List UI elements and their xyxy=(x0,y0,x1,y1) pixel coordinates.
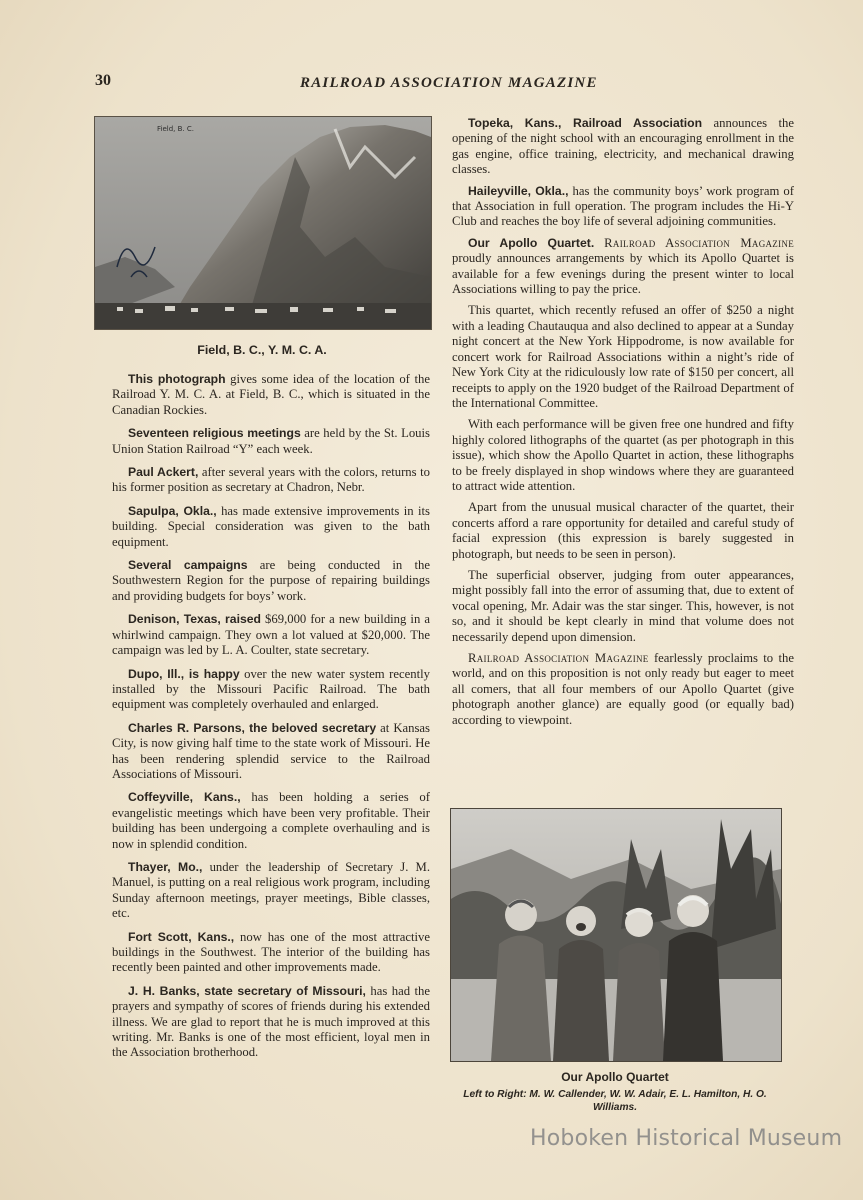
item-text: $69,000 for a new building in a whirlwind campaign. They own a lot valued at $20,000. The campaign was led by L. A. Coulter, state secretary. xyxy=(112,612,430,658)
item-fort-scott xyxy=(112,930,430,976)
item-text: has had the prayers and sympathy of scores of friends during his extended illness. We are glad to report that he is much improved at this writing. Mr. Banks is one of the most efficient, loyal men in the Association brotherhood. xyxy=(112,983,430,1060)
item-haileyville xyxy=(452,184,794,230)
paragraph-facial-expression: Apart from the unusual musical character of the quartet, their concerts afford a rare opportunity for detailed and careful study of facial expression (this expression is barely suggested in photograph, but needs to be seen in person). xyxy=(452,500,794,561)
item-text: over the new water system recently installed by the Missouri Pacific Railroad. The bath equipment was completely overhauled and enlarged. xyxy=(112,666,430,712)
field-bc-photo-image xyxy=(95,117,431,329)
field-bc-photo xyxy=(94,116,432,330)
item-lead: Paul Ackert, xyxy=(128,465,199,480)
item-text: fearlessly proclaims to the world, and on this proposition is not only ready but eager to meet all comers, that all four members of our Apollo Quartet (give photograph another glance) are equally good (or equally bad) according to viewpoint. xyxy=(452,651,794,727)
item-apollo-quartet xyxy=(452,236,794,298)
running-title: RAILROAD ASSOCIATION MAGAZINE xyxy=(300,75,598,91)
item-text: are held by the St. Louis Union Station Railroad “Y” each week. xyxy=(112,426,430,456)
item-text: announces the opening of the night school with an encouraging enrollment in the gas engine, office training, electricity, and mechanical drawing classes. xyxy=(452,116,794,177)
item-text: gives some idea of the location of the Railroad Y. M. C. A. at Field, B. C., which is situated in the Canadian Rockies. xyxy=(112,372,430,417)
item-lead: Denison, Texas, raised xyxy=(128,612,261,627)
item-text: at Kansas City, is now giving half time to the state work of Missouri. He has been rendering splendid service to the Railroad Associations of Missouri. xyxy=(112,720,430,781)
item-text: has made extensive improvements in its building. Special consideration was given to the bath equipment. xyxy=(112,503,430,549)
item-sapulpa xyxy=(112,504,430,550)
item-denison xyxy=(112,612,430,658)
paragraph-quartet-offer: This quartet, which recently refused an offer of $250 a night with a leading Chautauqua and also declined to appear at a Sunday night concert at the New York Hippodrome, is now available for concert work for Railroad Associations within a night’s ride of New York City at the ridiculously low rate of $150 per concert, all receipts to apply on the 1920 budget of the Railroad Department of the International Committee. xyxy=(452,303,794,410)
right-column xyxy=(452,116,794,734)
left-column xyxy=(112,372,430,1069)
apollo-quartet-photo xyxy=(450,808,782,1062)
item-lead: Thayer, Mo., xyxy=(128,859,203,874)
item-lead: Topeka, Kans., Railroad Association xyxy=(468,116,703,130)
item-lead: J. H. Banks, state secretary of Missouri, xyxy=(128,983,366,998)
item-lead: Haileyville, Okla., xyxy=(468,183,569,198)
apollo-quartet-caption: Our Apollo Quartet xyxy=(561,1070,669,1084)
item-lead: Dupo, Ill., is happy xyxy=(128,666,240,681)
item-lead: Several campaigns xyxy=(128,558,248,573)
item-text: after several years with the colors, returns to his former position as secretary at Chadron, Nebr. xyxy=(112,465,430,495)
item-religious-meetings xyxy=(112,426,430,457)
paragraph-superficial-observer: The superficial observer, judging from outer appearances, might possibly fall into the error of assuming that, due to extent of vocal opening, Mr. Adair was the star singer. This, however, is not so, and it should be kept clearly in mind that volume does not necessarily depend upon dimension. xyxy=(452,567,794,644)
magazine-name: Railroad Association Magazine xyxy=(604,235,794,250)
magazine-name: Railroad Association Magazine xyxy=(468,651,649,665)
item-lead: Charles R. Parsons, the beloved secretary xyxy=(128,720,377,735)
item-dupo xyxy=(112,667,430,713)
item-lead: Seventeen religious meetings xyxy=(128,426,301,441)
paragraph-lithographs: With each performance will be given free one hundred and fifty highly colored lithographs of the quartet (as per photograph in this issue), which show the Apollo Quartet in action, these lithographs to be freely displayed in shop windows where they are guaranteed to attract wide attention. xyxy=(452,417,794,493)
item-paul-ackert xyxy=(112,465,430,496)
apollo-quartet-photo-image xyxy=(451,809,781,1061)
item-text: has the community boys’ work program of that Association in full operation. The program includes the Hi-Y Club and reaches the boy life of several adjoining communities. xyxy=(452,183,794,229)
item-lead: This photograph xyxy=(128,372,226,386)
item-campaigns xyxy=(112,558,430,604)
item-photograph xyxy=(112,372,430,418)
page-number: 30 xyxy=(95,72,111,89)
item-coffeyville xyxy=(112,790,430,852)
item-text: are being conducted in the Southwestern Region for the purpose of repairing buildings and providing budgets for boys’ work. xyxy=(112,558,430,603)
item-text: under the leadership of Secretary J. M. Manuel, is putting on a real religious work program, including Sunday afternoon meetings, prayer meetings, Bible classes, etc. xyxy=(112,859,431,921)
field-bc-caption: Field, B. C., Y. M. C. A. xyxy=(197,343,327,357)
item-text: has been holding a series of evangelistic meetings which have been very profitable. Their building has been undergoing a complete overhauling and is now in splendid condition. xyxy=(112,790,430,851)
photo-inscription: Field, B. C. xyxy=(157,125,194,133)
item-banks xyxy=(112,984,430,1061)
item-topeka xyxy=(452,116,794,178)
item-parsons xyxy=(112,721,430,783)
item-lead: Our Apollo Quartet. xyxy=(468,235,595,250)
item-text: proudly announces arrangements by which its Apollo Quartet is available for a few evenings during the present winter to local Associations willing to pay the price. xyxy=(452,251,794,297)
apollo-quartet-names: Left to Right: M. W. Callender, W. W. Adair, E. L. Hamilton, H. O. Williams. xyxy=(463,1089,767,1113)
item-lead: Coffeyville, Kans., xyxy=(128,790,241,805)
item-lead: Fort Scott, Kans., xyxy=(128,929,235,944)
paragraph-proclamation xyxy=(452,651,794,728)
museum-watermark: Hoboken Historical Museum xyxy=(530,1126,843,1151)
item-lead: Sapulpa, Okla., xyxy=(128,503,217,518)
item-text: now has one of the most attractive buildings in the Southwest. The interior of the building has recently been painted and other improvements made. xyxy=(112,929,430,975)
item-thayer xyxy=(112,860,430,922)
